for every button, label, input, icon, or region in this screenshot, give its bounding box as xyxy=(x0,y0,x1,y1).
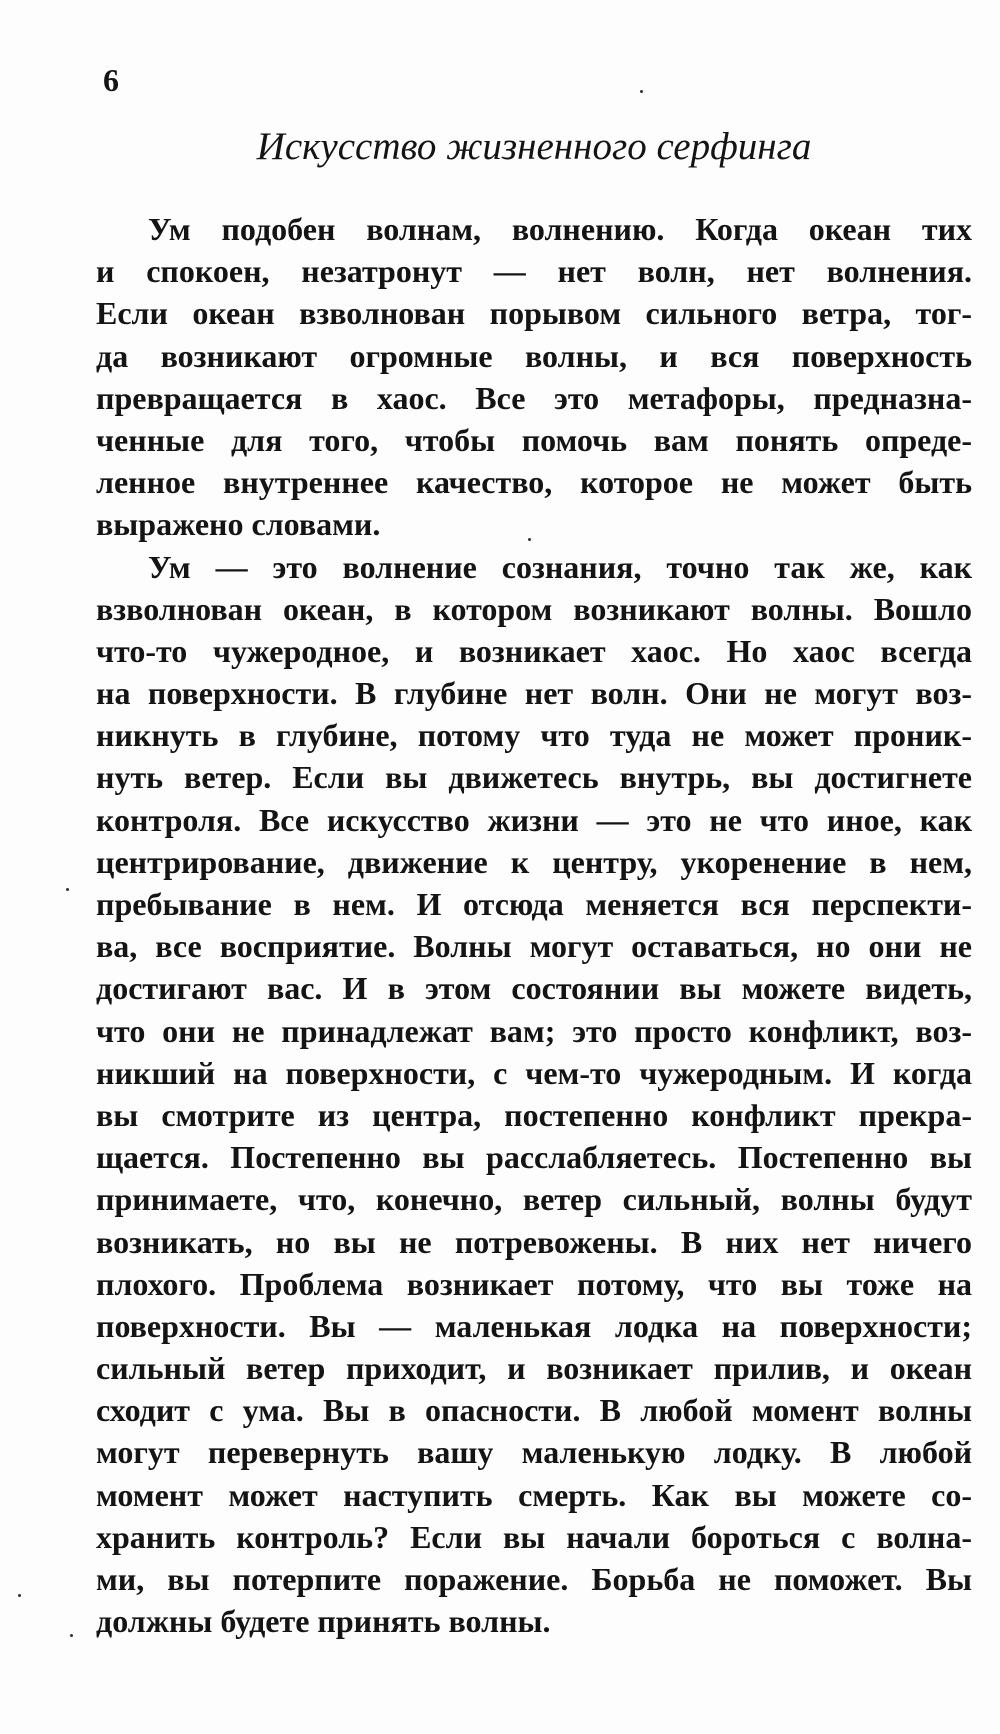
text-line: что-то чужеродное, и возникает хаос. Но хаос всегда xyxy=(96,632,972,669)
text-line: хранить контроль? Если вы начали бороться с волна- xyxy=(96,1518,972,1555)
text-line: что они не принадлежат вам; это просто конфликт, воз- xyxy=(96,1012,972,1049)
text-line: и спокоен, незатронут — нет волн, нет волнения. xyxy=(96,253,972,290)
text-line: должны будете принять волны. xyxy=(96,1603,551,1640)
scan-speck xyxy=(528,538,531,541)
text-line: поверхности. Вы — маленькая лодка на поверхности; xyxy=(96,1307,972,1344)
text-line: контроля. Все искусство жизни — это не что иное, как xyxy=(96,801,972,838)
text-line: сходит с ума. Вы в опасности. В любой момент волны xyxy=(96,1392,972,1429)
text-line: плохого. Проблема возникает потому, что вы тоже на xyxy=(96,1265,972,1302)
text-line: достигают вас. И в этом состоянии вы можете видеть, xyxy=(96,970,972,1007)
text-line: никнуть в глубине, потому что туда не может проник- xyxy=(96,717,972,754)
text-line: ва, все восприятие. Волны могут оставаться, но они не xyxy=(96,928,972,965)
text-line: ченные для того, чтобы помочь вам понять опреде- xyxy=(96,421,972,458)
text-line: могут перевернуть вашу маленькую лодку. В любой xyxy=(96,1434,972,1471)
scan-speck xyxy=(70,1634,73,1637)
paragraph xyxy=(96,546,972,1643)
text-line: превращается в хаос. Все это метафоры, предназна- xyxy=(96,379,972,416)
paragraph xyxy=(96,208,972,546)
text-line: принимаете, что, конечно, ветер сильный, волны будут xyxy=(96,1181,972,1218)
scan-speck xyxy=(640,90,643,93)
text-line: ленное внутреннее качество, которое не может быть xyxy=(96,464,972,501)
text-line: на поверхности. В глубине нет волн. Они не могут воз- xyxy=(96,675,972,712)
text-line: возникать, но вы не потревожены. В них нет ничего xyxy=(96,1223,972,1260)
body-text xyxy=(96,208,972,1642)
running-header: Искусство жизненного серфинга xyxy=(256,125,812,168)
text-line: Ум подобен волнам, волнению. Когда океан тих xyxy=(148,211,972,247)
scan-speck xyxy=(18,1594,21,1597)
text-line: нуть ветер. Если вы движетесь внутрь, вы достигнете xyxy=(96,759,972,796)
page-number: 6 xyxy=(103,62,119,98)
text-line: центрирование, движение к центру, укоренение в нем, xyxy=(96,843,972,880)
text-line: сильный ветер приходит, и возникает прилив, и океан xyxy=(96,1350,972,1387)
text-line: момент может наступить смерть. Как вы можете со- xyxy=(96,1476,972,1513)
text-line: да возникают огромные волны, и вся поверхность xyxy=(96,337,972,374)
text-line: выражено словами. xyxy=(96,506,381,543)
text-line: никший на поверхности, с чем-то чужеродным. И когда xyxy=(96,1054,972,1091)
text-line: ми, вы потерпите поражение. Борьба не поможет. Вы xyxy=(96,1561,972,1597)
scan-speck xyxy=(66,888,69,891)
text-line: вы смотрите из центра, постепенно конфликт прекра- xyxy=(96,1096,972,1133)
text-line: взволнован океан, в котором возникают волны. Вошло xyxy=(96,590,972,627)
text-line: пребывание в нем. И отсюда меняется вся перспекти- xyxy=(96,886,972,922)
text-line: щается. Постепенно вы расслабляетесь. Постепенно вы xyxy=(96,1139,972,1176)
text-line: Ум — это волнение сознания, точно так же, как xyxy=(148,548,972,585)
text-line: Если океан взволнован порывом сильного ветра, тог- xyxy=(96,295,972,332)
